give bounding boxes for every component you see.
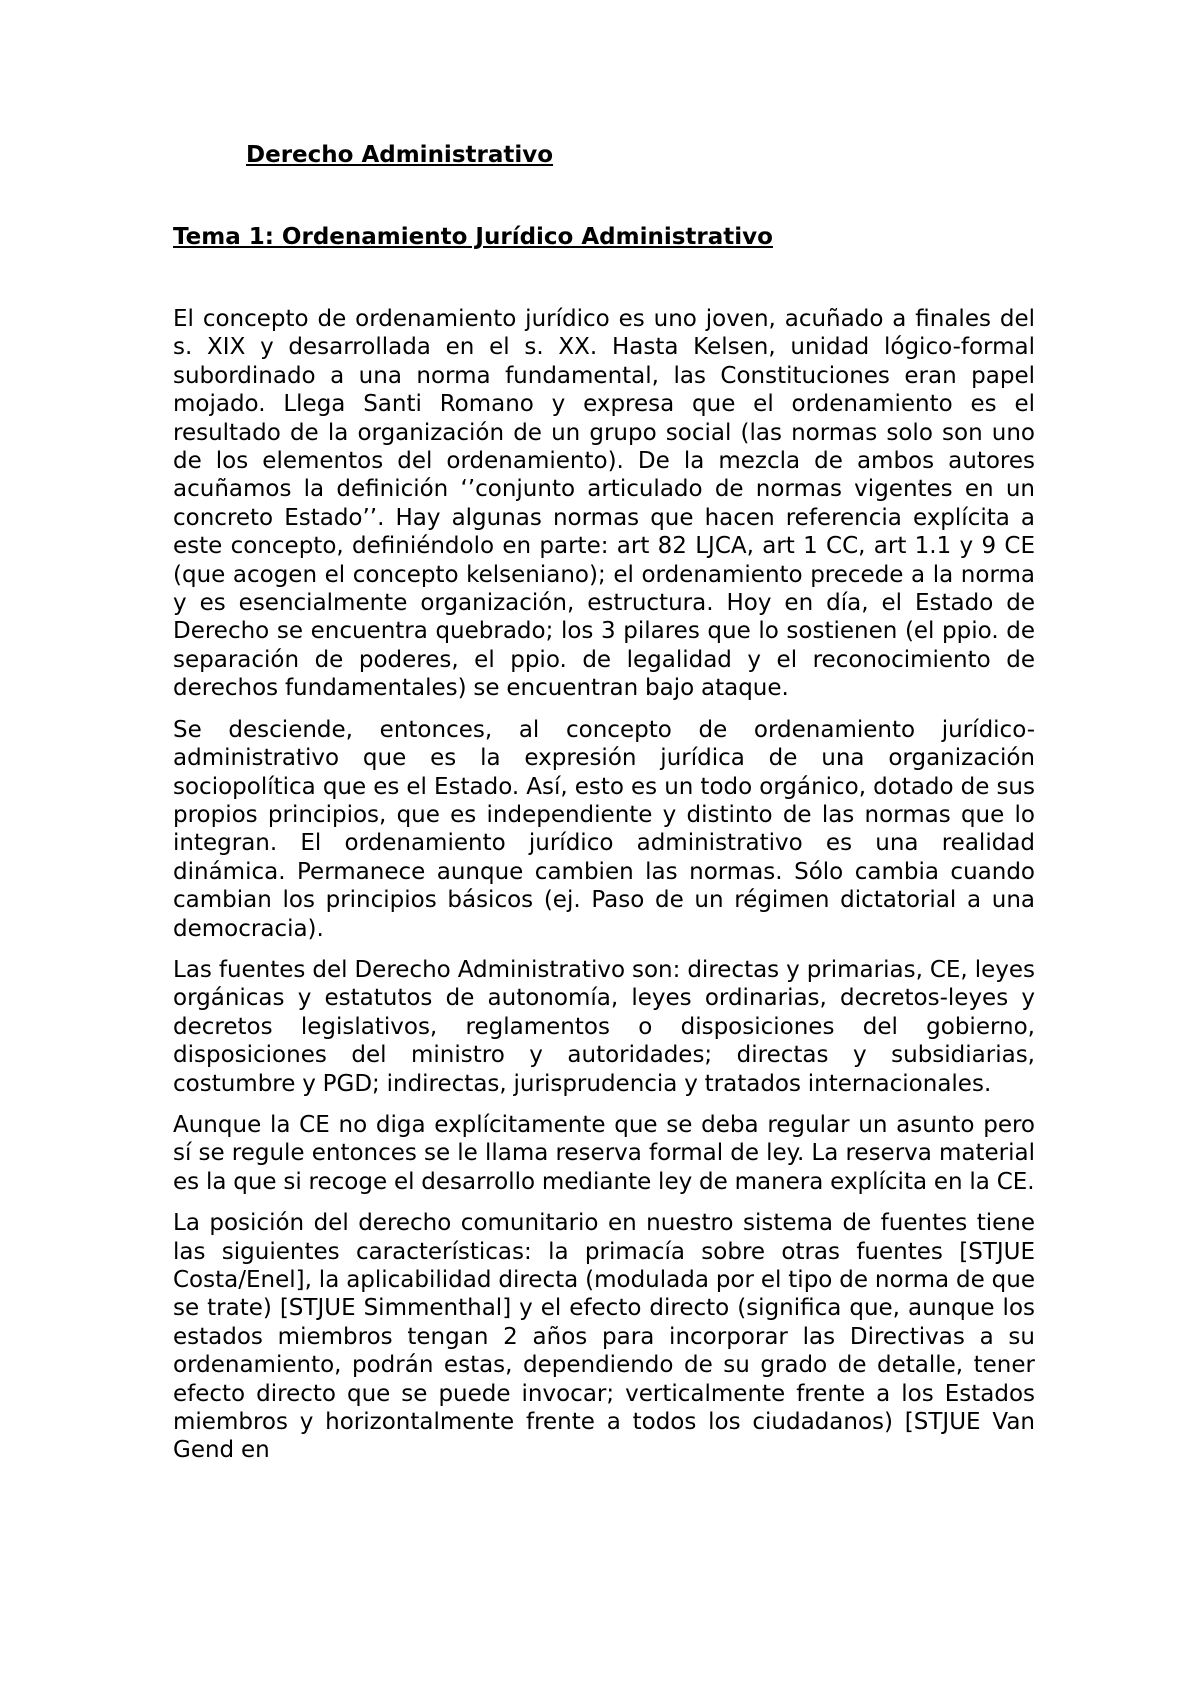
paragraph-fuentes: Las fuentes del Derecho Administrativo son: directas y primarias, CE, leyes orgánicas y estatutos de autonomía, leyes ordinarias, decretos-leyes y decretos legislativos, reglamentos o disposiciones del gobierno, disposiciones del ministro y autoridades; directas y subsidiarias, costumbre y PGD; indirectas, jurisprudencia y tratados internacionales. <box>173 956 1035 1097</box>
document-body <box>173 305 1035 1478</box>
paragraph-ordenamiento-administrativo: Se desciende, entonces, al concepto de ordenamiento jurídico-administrativo que es la expresión jurídica de una organización sociopolítica que es el Estado. Así, esto es un todo orgánico, dotado de sus propios principios, que es independiente y distinto de las normas que lo integran. El ordenamiento jurídico administrativo es una realidad dinámica. Permanece aunque cambien las normas. Sólo cambia cuando cambian los principios básicos (ej. Paso de un régimen dictatorial a una democracia). <box>173 716 1035 942</box>
paragraph-reserva-de-ley: Aunque la CE no diga explícitamente que se deba regular un asunto pero sí se regule entonces se le llama reserva formal de ley. La reserva material es la que si recoge el desarrollo mediante ley de manera explícita en la CE. <box>173 1111 1035 1195</box>
paragraph-ordenamiento-concepto: El concepto de ordenamiento jurídico es uno joven, acuñado a finales del s. XIX y desarrollada en el s. XX. Hasta Kelsen, unidad lógico-formal subordinado a una norma fundamental, las Constituciones eran papel mojado. Llega Santi Romano y expresa que el ordenamiento es el resultado de la organización de un grupo social (las normas solo son uno de los elementos del ordenamiento). De la mezcla de ambos autores acuñamos la definición ‘’conjunto articulado de normas vigentes en un concreto Estado’’. Hay algunas normas que hacen referencia explícita a este concepto, definiéndolo en parte: art 82 LJCA, art 1 CC, art 1.1 y 9 CE (que acogen el concepto kelseniano); el ordenamiento precede a la norma y es esencialmente organización, estructura. Hoy en día, el Estado de Derecho se encuentra quebrado; los 3 pilares que lo sostienen (el ppio. de separación de poderes, el ppio. de legalidad y el reconocimiento de derechos fundamentales) se encuentran bajo ataque. <box>173 306 1035 702</box>
topic-title: Tema 1: Ordenamiento Jurídico Administrativo <box>173 224 773 250</box>
document-title: Derecho Administrativo <box>246 142 554 168</box>
paragraph-derecho-comunitario: La posición del derecho comunitario en nuestro sistema de fuentes tiene las siguientes características: la primacía sobre otras fuentes [STJUE Costa/Enel], la aplicabilidad directa (modulada por el tipo de norma de que se trate) [STJUE Simmenthal] y el efecto directo (significa que, aunque los estados miembros tengan 2 años para incorporar las Directivas a su ordenamiento, podrán estas, dependiendo de su grado de detalle, tener efecto directo que se puede invocar; verticalmente frente a los Estados miembros y horizontalmente frente a todos los ciudadanos) [STJUE Van Gend en <box>173 1210 1035 1464</box>
